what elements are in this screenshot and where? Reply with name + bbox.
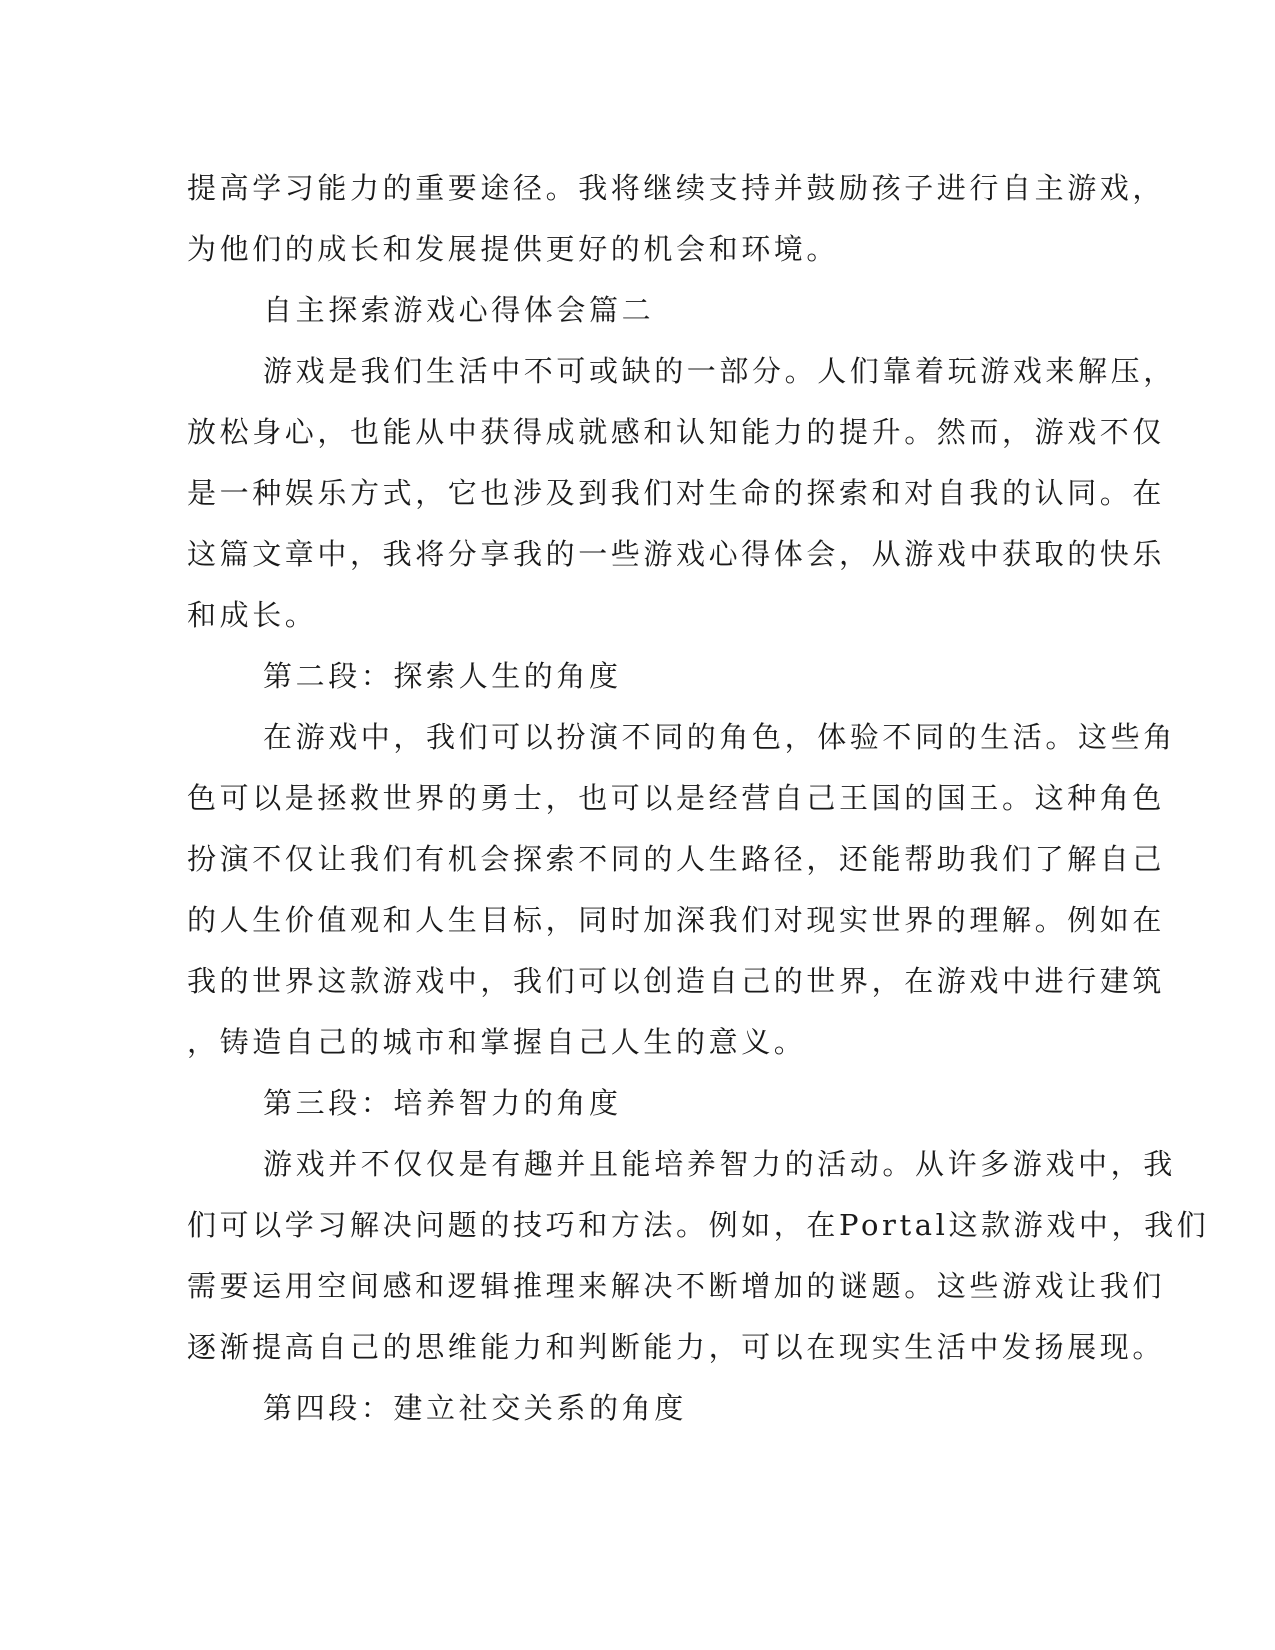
section-title: 自主探索游戏心得体会篇二 — [263, 293, 655, 327]
paragraph-line: 们可以学习解决问题的技巧和方法。例如，在Portal这款游戏中，我们 — [187, 1208, 1210, 1242]
paragraph-line: ，铸造自己的城市和掌握自己人生的意义。 — [187, 1025, 807, 1059]
paragraph-line: 逐渐提高自己的思维能力和判断能力，可以在现实生活中发扬展现。 — [187, 1330, 1166, 1364]
paragraph-line: 在游戏中，我们可以扮演不同的角色，体验不同的生活。这些角 — [263, 720, 1176, 754]
paragraph-line: 是一种娱乐方式，它也涉及到我们对生命的探索和对自我的认同。在 — [187, 476, 1166, 510]
document-body — [187, 158, 1210, 1439]
paragraph-line: 游戏并不仅仅是有趣并且能培养智力的活动。从许多游戏中，我 — [263, 1147, 1176, 1181]
paragraph-line: 需要运用空间感和逻辑推理来解决不断增加的谜题。这些游戏让我们 — [187, 1269, 1166, 1303]
paragraph-line: 为他们的成长和发展提供更好的机会和环境。 — [187, 232, 840, 266]
section-heading: 第二段：探索人生的角度 — [263, 659, 622, 693]
paragraph-line: 我的世界这款游戏中，我们可以创造自己的世界，在游戏中进行建筑 — [187, 964, 1166, 998]
paragraph-line: 扮演不仅让我们有机会探索不同的人生路径，还能帮助我们了解自己 — [187, 842, 1166, 876]
paragraph-line: 的人生价值观和人生目标，同时加深我们对现实世界的理解。例如在 — [187, 903, 1166, 937]
paragraph-line: 提高学习能力的重要途径。我将继续支持并鼓励孩子进行自主游戏， — [187, 171, 1166, 205]
section-heading: 第四段：建立社交关系的角度 — [263, 1391, 687, 1425]
section-heading: 第三段：培养智力的角度 — [263, 1086, 622, 1120]
paragraph-line: 游戏是我们生活中不可或缺的一部分。人们靠着玩游戏来解压， — [263, 354, 1176, 388]
paragraph-line: 这篇文章中，我将分享我的一些游戏心得体会，从游戏中获取的快乐 — [187, 537, 1166, 571]
paragraph-line: 色可以是拯救世界的勇士，也可以是经营自己王国的国王。这种角色 — [187, 781, 1166, 815]
paragraph-line: 和成长。 — [187, 598, 318, 632]
paragraph-line: 放松身心，也能从中获得成就感和认知能力的提升。然而，游戏不仅 — [187, 415, 1166, 449]
